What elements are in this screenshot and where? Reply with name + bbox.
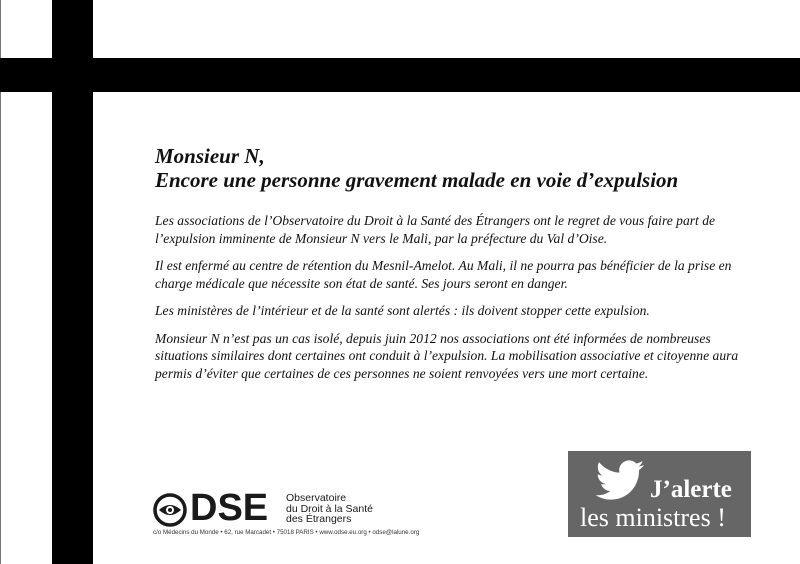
logo-line-3: des Étrangers — [286, 513, 352, 525]
title-line-2: Encore une personne gravement malade en voie d’expulsion — [155, 168, 679, 192]
paragraph-1: Les associations de l’Observatoire du Droit à la Santé des Étrangers ont le regret de vous faire part de l’expulsion imminente de Monsieur N vers le Mali, par la préfecture du Val d’Oise. — [155, 213, 716, 246]
alert-ministers-button[interactable] — [568, 451, 751, 537]
paragraph-4: Monsieur N n’est pas un cas isolé, depuis juin 2012 nos associations ont été informées de nombreuses situations similaires dont certaines ont conduit à l’expulsion. La mobilisation associative et citoyenne aura permis d’éviter que certaines de ces personnes ne soient renvoyées vers une mort certaine. — [155, 330, 739, 381]
announcement-body — [155, 144, 760, 392]
odse-logo — [153, 487, 433, 540]
logo-acronym: DSE — [190, 487, 269, 529]
logo-line-2: du Droit à la Santé — [286, 502, 373, 515]
logo-address: c/o Médecins du Monde • 62, rue Marcadet • 75018 PARIS • www.odse.eu.org • odse@lalune.org — [153, 529, 420, 536]
logo-name — [286, 493, 373, 525]
mourning-cross-horizontal-bar — [0, 58, 800, 92]
alert-line-2: les ministres ! — [580, 503, 726, 532]
paragraph-3: Les ministères de l’intérieur et de la santé sont alertés : ils doivent stopper cette expulsion. — [155, 303, 650, 318]
paragraph-2: Il est enfermé au centre de rétention du Mesnil-Amelot. Au Mali, il ne pourra pas bénéficier de la prise en charge médicale que nécessite son état de santé. Ses jours seront en danger. — [155, 258, 732, 291]
twitter-bird-icon — [594, 459, 646, 501]
eye-o-icon — [153, 493, 189, 527]
logo-line-1: Observatoire — [286, 492, 347, 504]
announcement-title — [155, 144, 760, 192]
alert-line-1: J’alerte — [650, 476, 732, 503]
title-line-1: Monsieur N, — [155, 144, 265, 168]
